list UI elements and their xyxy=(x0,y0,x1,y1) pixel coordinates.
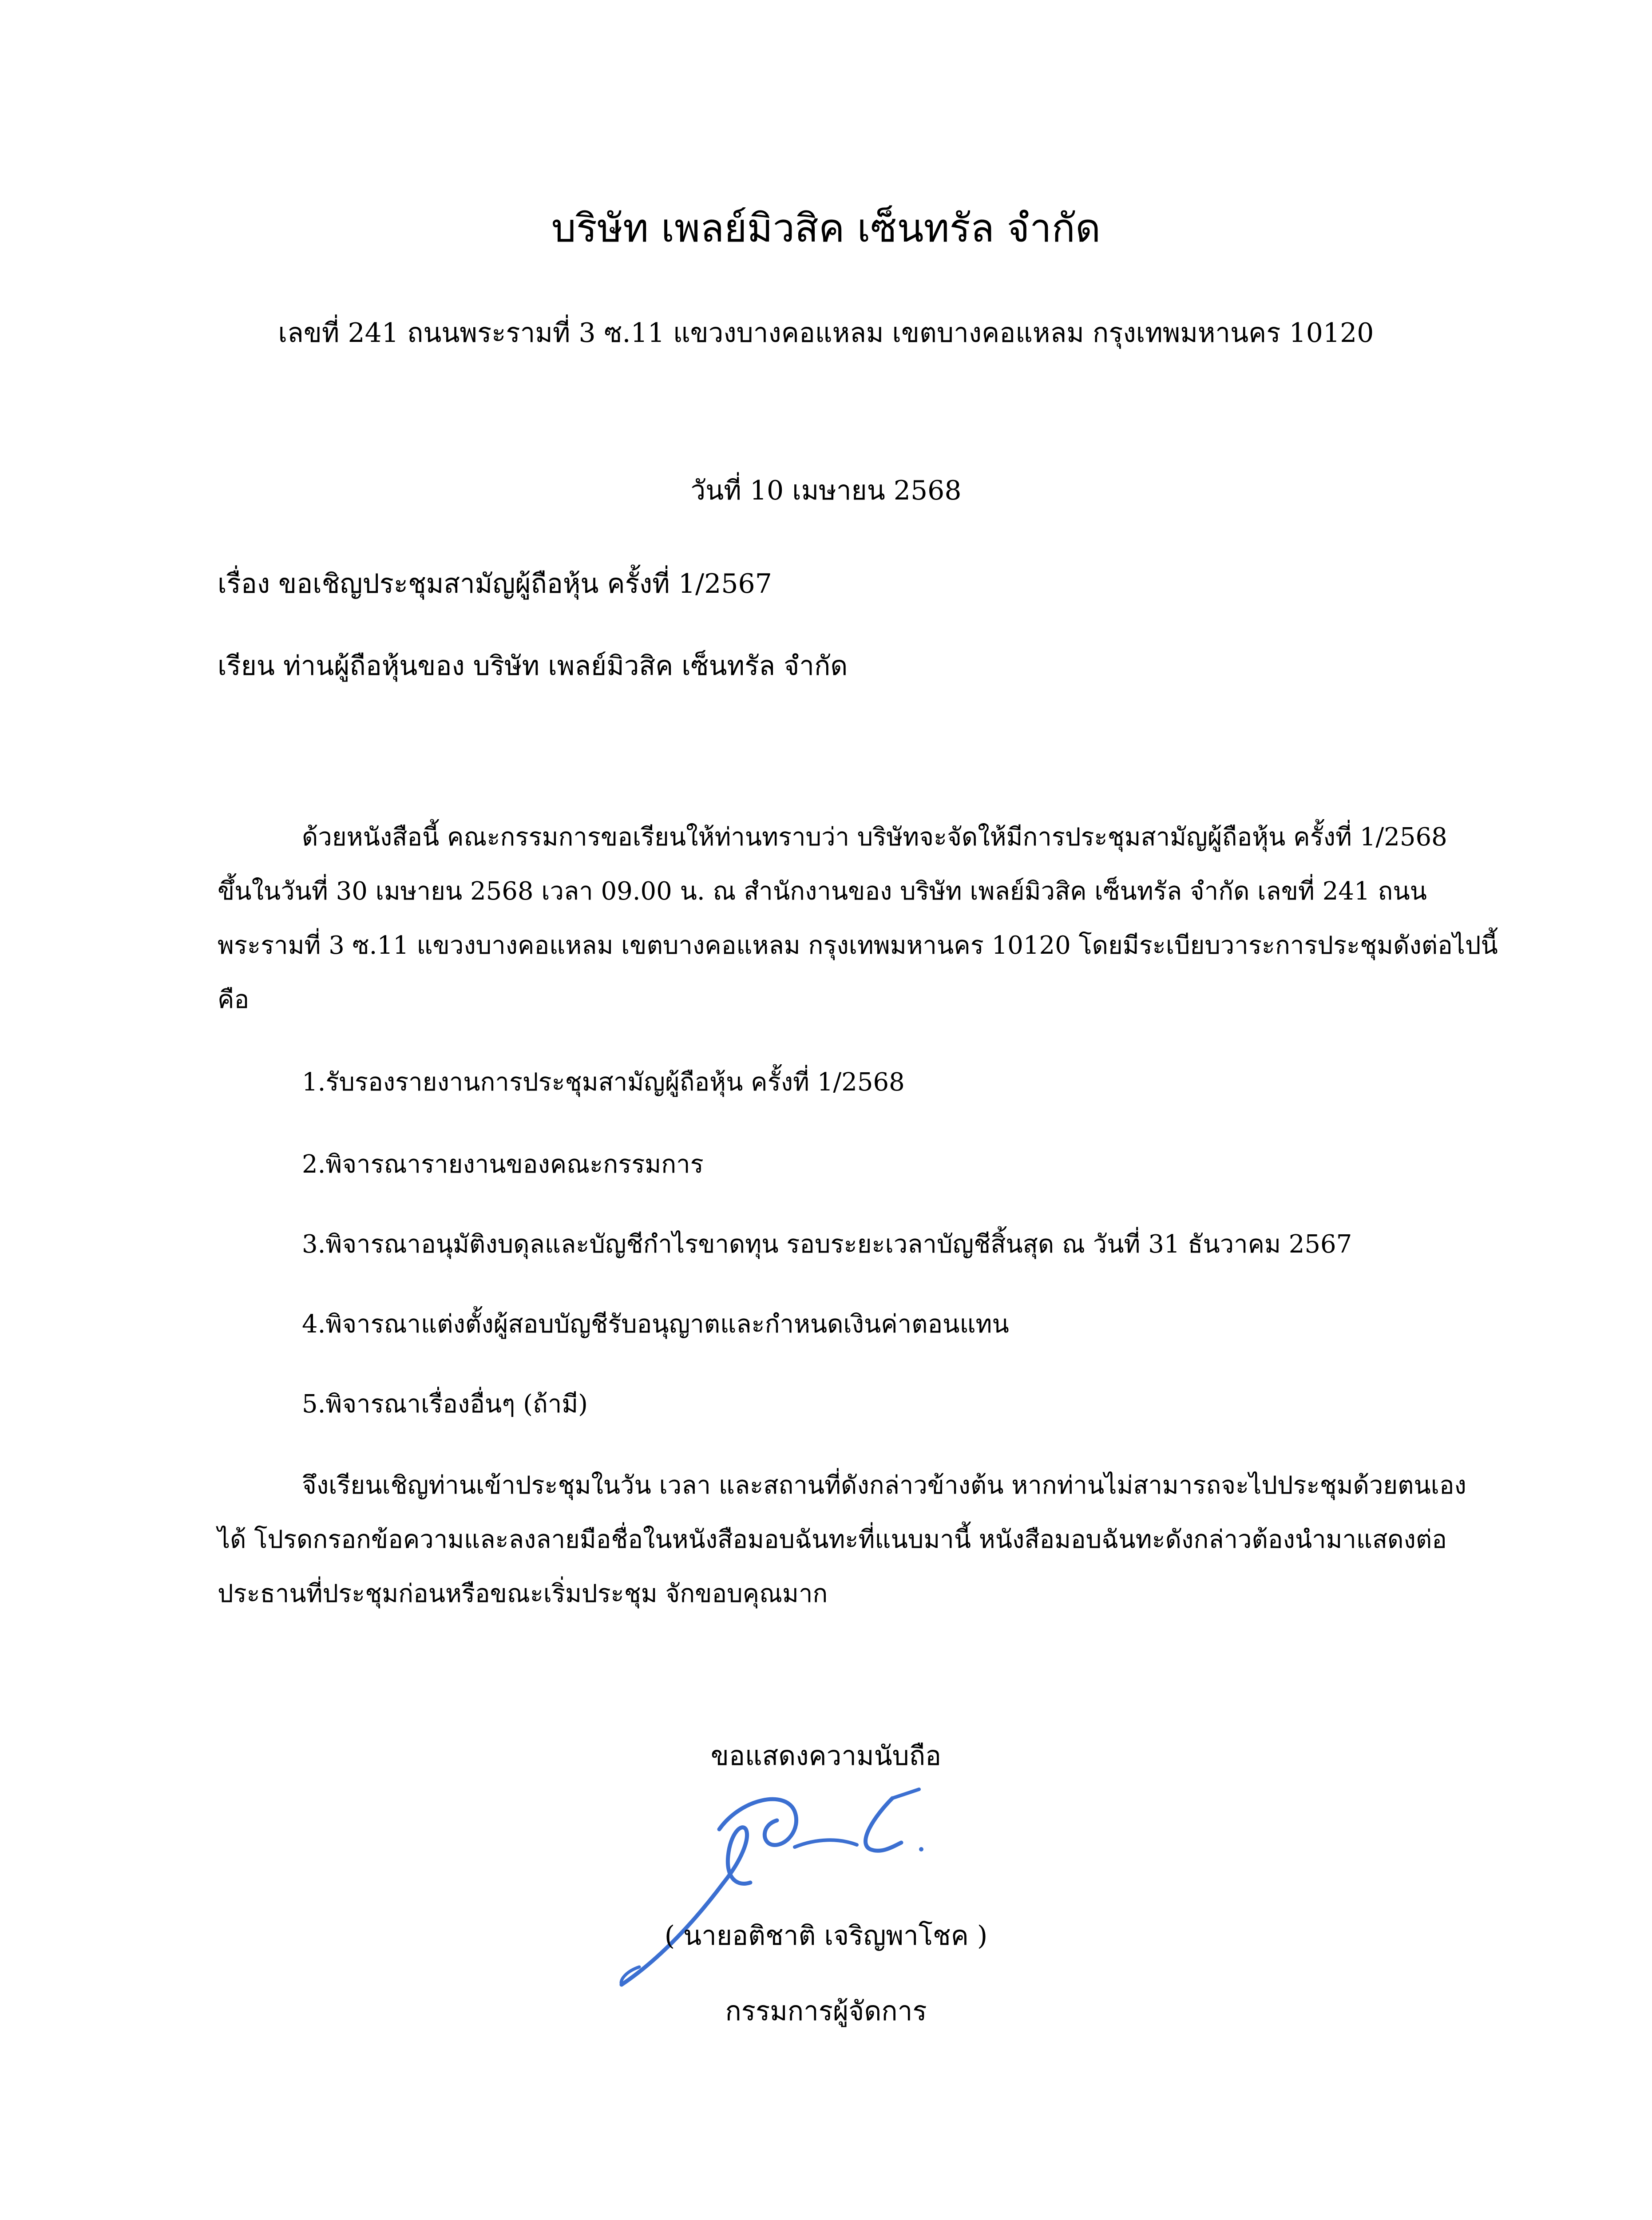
paragraph-line: ขึ้นในวันที่ 30 เมษายน 2568 เวลา 09.00 น. ณ สำนักงานของ บริษัท เพลย์มิวสิค เซ็นทรัล จำกัด เลขที่ 241 ถนน xyxy=(218,877,1427,906)
paragraph-line: คือ xyxy=(218,985,250,1014)
paragraph-line: ด้วยหนังสือนี้ คณะกรรมการขอเรียนให้ท่านทราบว่า บริษัทจะจัดให้มีการประชุมสามัญผู้ถือหุ้น ครั้งที่ 1/2568 xyxy=(302,823,1447,852)
signer-name: ( นายอติชาติ เจริญพาโชค ) xyxy=(664,1920,988,1951)
proxy-paragraph xyxy=(218,1459,1466,1621)
company-address: เลขที่ 241 ถนนพระรามที่ 3 ซ.11 แขวงบางคอแหลม เขตบางคอแหลม กรุงเทพมหานคร 10120 xyxy=(278,317,1374,349)
handwritten-signature xyxy=(608,1772,963,2002)
agenda-item: 2.พิจารณารายงานของคณะกรรมการ xyxy=(302,1150,704,1179)
paragraph-line: ประธานที่ประชุมก่อนหรือขณะเริ่มประชุม จักขอบคุณมาก xyxy=(218,1579,828,1608)
letter-subject: เรื่อง ขอเชิญประชุมสามัญผู้ถือหุ้น ครั้งที่ 1/2567 xyxy=(218,568,772,599)
closing-salutation: ขอแสดงความนับถือ xyxy=(710,1740,942,1772)
invitation-paragraph xyxy=(218,810,1498,1027)
paragraph-line: จึงเรียนเชิญท่านเข้าประชุมในวัน เวลา และสถานที่ดังกล่าวข้างต้น หากท่านไม่สามารถจะไปประชุมด้วยตนเอง xyxy=(302,1471,1466,1500)
agenda-item: 5.พิจารณาเรื่องอื่นๆ (ถ้ามี) xyxy=(302,1390,588,1419)
company-title: บริษัท เพลย์มิวสิค เซ็นทรัล จำกัด xyxy=(551,205,1101,251)
agenda-item: 4.พิจารณาแต่งตั้งผู้สอบบัญชีรับอนุญาตและกำหนดเงินค่าตอนแทน xyxy=(302,1310,1009,1339)
agenda-item: 3.พิจารณาอนุมัติงบดุลและบัญชีกำไรขาดทุน รอบระยะเวลาบัญชีสิ้นสุด ณ วันที่ 31 ธันวาคม 2567 xyxy=(302,1230,1352,1259)
agenda-item: 1.รับรองรายงานการประชุมสามัญผู้ถือหุ้น ครั้งที่ 1/2568 xyxy=(302,1068,905,1097)
letter-recipient: เรียน ท่านผู้ถือหุ้นของ บริษัท เพลย์มิวสิค เซ็นทรัล จำกัด xyxy=(218,650,848,682)
paragraph-line: พระรามที่ 3 ซ.11 แขวงบางคอแหลม เขตบางคอแหลม กรุงเทพมหานคร 10120 โดยมีระเบียบวาระการประชุมดังต่อไปนี้ xyxy=(218,931,1498,960)
signer-position: กรรมการผู้จัดการ xyxy=(725,1996,927,2027)
paragraph-line: ได้ โปรดกรอกข้อความและลงลายมือชื่อในหนังสือมอบฉันทะที่แนบมานี้ หนังสือมอบฉันทะดังกล่าวต้องนำมาแสดงต่อ xyxy=(218,1525,1447,1554)
letter-date: วันที่ 10 เมษายน 2568 xyxy=(690,475,962,506)
